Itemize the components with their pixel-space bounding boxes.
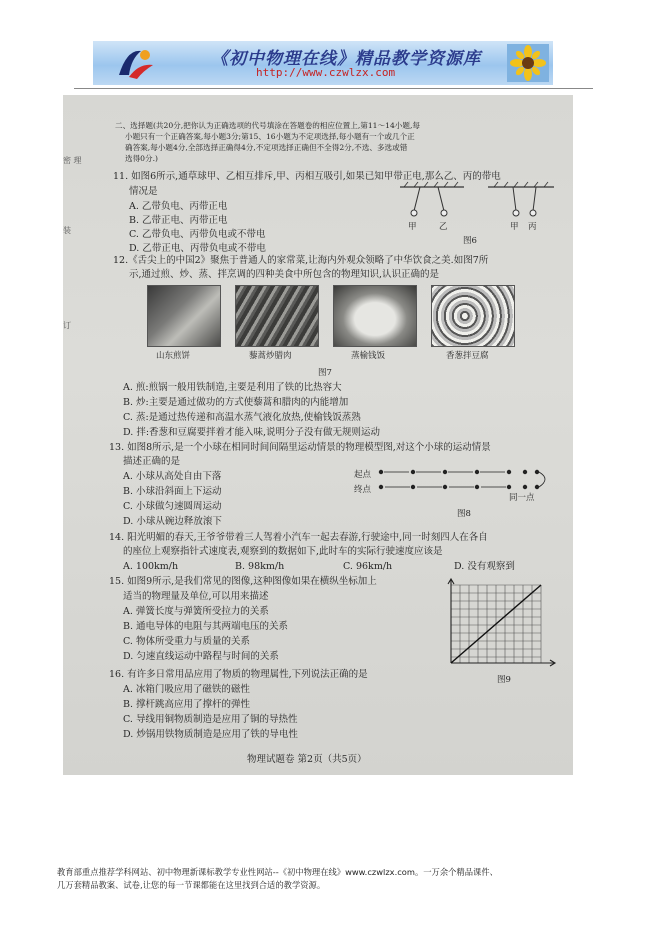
site-footer (57, 866, 498, 892)
q11-option: D. 乙带正电、丙带负电或不带电 (129, 243, 266, 254)
q16-option: B. 撑杆跳高应用了撑杆的弹性 (123, 699, 251, 710)
section-instructions: 确答案,每小题4分,全部选择正确得4分,不定项选择正确但不全得2分,不选、多选或错 (125, 143, 408, 152)
q12-option: A. 煎:煎锅一般用铁制造,主要是利用了铁的比热容大 (123, 382, 342, 393)
q11-option: B. 乙带正电、丙带正电 (129, 215, 228, 226)
page-footer: 物理试题卷 第2页（共5页） (247, 754, 367, 765)
margin-mark: 密 理 (63, 156, 82, 165)
margin-mark: 订 (63, 321, 71, 330)
q12-option: C. 蒸:是通过热传递和高温水蒸气液化放热,使榆钱饭蒸熟 (123, 412, 361, 423)
q13-stem: 13. 如图8所示,是一个小球在相同时间间隔里运动情景的物理模型图,对这个小球的运动情景 (109, 442, 491, 453)
q14-option: D. 没有观察到 (454, 561, 515, 572)
q12-stem: 12.《舌尖上的中国2》聚焦于普通人的家常菜,让海内外观众领略了中华饮食之美.如图7所 (113, 255, 489, 266)
fig8-start-label: 起点 (354, 470, 372, 480)
q11-option: C. 乙带负电、丙带负电或不带电 (129, 229, 266, 240)
q15-option: B. 通电导体的电阻与其两端电压的关系 (123, 621, 289, 632)
q16-option: C. 导线用铜物质制造是应用了铜的导热性 (123, 714, 298, 725)
fig6-label: 乙 (439, 222, 448, 232)
q16-stem: 16. 有许多日常用品应用了物质的物理属性,下列说法正确的是 (109, 669, 368, 680)
q12-option: B. 炒:主要是通过做功的方式使藜蒿和腊肉的内能增加 (123, 397, 349, 408)
q13-option: A. 小球从高处自由下落 (123, 471, 222, 482)
q16-option: A. 冰箱门吸应用了磁铁的磁性 (123, 684, 250, 695)
figure-6-pith-balls (398, 181, 558, 247)
fig7-caption: 香葱拌豆腐 (446, 351, 489, 361)
margin-mark: 装 (63, 226, 71, 235)
q14-option: A. 100km/h (123, 561, 179, 572)
section-instructions: 小题只有一个正确答案,每小题3分;第15、16小题为不定项选择,每小题有一个或几个正 (125, 132, 415, 141)
fig8-caption: 图8 (457, 509, 471, 519)
q11-stem: 11. 如图6所示,通草球甲、乙相互排斥,甲、丙相互吸引,如果已知甲带正电,那么乙、丙的带电 (113, 171, 501, 182)
food-photo-steamed-rice (333, 285, 417, 347)
q13-option: C. 小球做匀速圆周运动 (123, 501, 222, 512)
footer-line: 几万套精品教案、试卷,让您的每一节课都能在这里找到合适的教学资源。 (57, 880, 326, 890)
food-photo-stirfry (235, 285, 319, 347)
q14-option: B. 98km/h (235, 561, 285, 572)
q15-stem: 适当的物理量及单位,可以用来描述 (123, 591, 269, 602)
q14-stem: 的座位上观察指针式速度表,观察到的数据如下,此时车的实际行驶速度应该是 (123, 546, 443, 557)
section-instructions: 选得0分.) (125, 154, 158, 163)
fig7-caption: 藜蒿炒腊肉 (249, 351, 292, 361)
q11-option: A. 乙带负电、丙带正电 (129, 201, 228, 212)
fig6-label: 甲 (408, 222, 417, 232)
fig8-same-point-label: 同一点 (509, 493, 535, 503)
exam-sheet-photo (63, 95, 573, 775)
food-photo-jianbing (147, 285, 221, 347)
fig7-title: 图7 (318, 368, 332, 378)
fig7-caption: 山东煎饼 (156, 351, 191, 361)
fig9-caption: 图9 (497, 675, 511, 685)
fig6-label: 丙 (528, 222, 537, 232)
q15-option: A. 弹簧长度与弹簧所受拉力的关系 (123, 606, 269, 617)
q11-stem: 情况是 (129, 186, 158, 197)
figure-9-linear-graph (441, 577, 559, 673)
q14-stem: 14. 阳光明媚的春天,王爷爷带着三人驾着小汽车一起去春游,行驶途中,同一时刻四人在各自 (109, 532, 488, 543)
q13-stem: 描述正确的是 (123, 456, 181, 467)
site-logo-icon (115, 45, 157, 81)
footer-line: 教育部重点推荐学科网站、初中物理新课标教学专业性网站--《初中物理在线》www.czwlzx.com。一万余个精品课件、 (57, 867, 498, 877)
q12-option: D. 拌:香葱和豆腐要拌着才能入味,说明分子没有做无规则运动 (123, 427, 381, 438)
banner-url[interactable]: http://www.czwlzx.com (256, 66, 396, 79)
fig6-caption: 图6 (463, 236, 477, 246)
q15-option: D. 匀速直线运动中路程与时间的关系 (123, 651, 279, 662)
sunflower-icon (507, 44, 549, 82)
q16-option: D. 炒锅用铁物质制造是应用了铁的导电性 (123, 729, 298, 740)
header-divider (74, 88, 593, 89)
fig8-end-label: 终点 (354, 485, 372, 495)
section-instructions: 二、选择题(共20分,把你认为正确选项的代号填涂在答题卷的相应位置上,第11～14小题,每 (115, 121, 420, 130)
banner-title: 《初中物理在线》精品教学资源库 (211, 49, 481, 69)
food-photo-tofu (431, 285, 515, 347)
q15-option: C. 物体所受重力与质量的关系 (123, 636, 250, 647)
q14-option: C. 96km/h (343, 561, 393, 572)
fig7-caption: 蒸榆钱饭 (351, 351, 386, 361)
fig6-label: 甲 (510, 222, 519, 232)
q13-option: B. 小球沿斜面上下运动 (123, 486, 222, 497)
q15-stem: 15. 如图9所示,是我们常见的图像,这种图像如果在横纵坐标加上 (109, 576, 377, 587)
q13-option: D. 小球从碗边释放滚下 (123, 516, 222, 527)
q12-stem: 示,通过煎、炒、蒸、拌烹调的四种美食中所包含的物理知识,认识正确的是 (129, 269, 440, 280)
header-banner (93, 41, 553, 85)
